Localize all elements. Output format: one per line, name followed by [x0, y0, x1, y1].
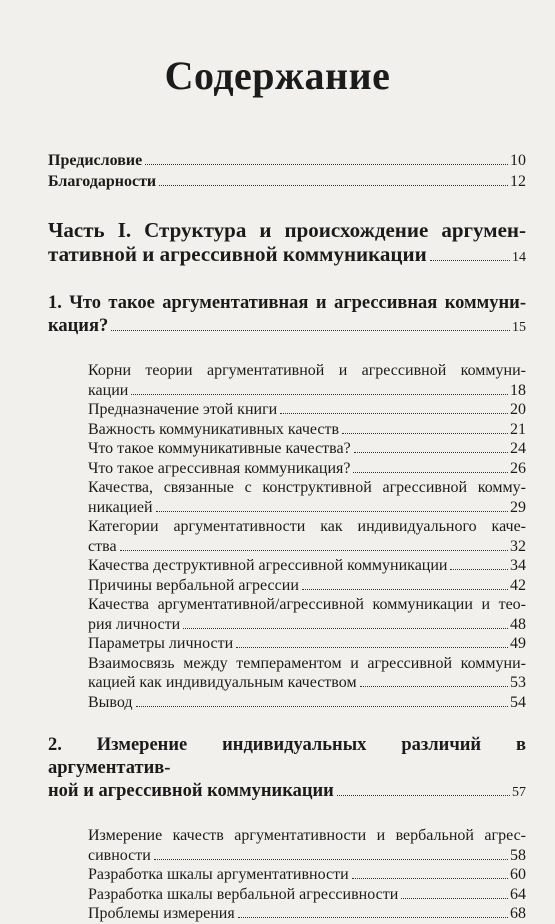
- toc-entry-label: Что такое агрессивная коммуникация?: [88, 459, 351, 477]
- toc-page-number: 34: [510, 557, 526, 574]
- toc-entry-preface: [48, 150, 526, 171]
- dot-leader: [352, 878, 508, 879]
- toc-page-number: 20: [510, 401, 526, 418]
- toc-part-1: [48, 218, 526, 270]
- toc-page-number: 48: [510, 615, 526, 633]
- dot-leader: [430, 260, 510, 261]
- dot-leader: [354, 452, 508, 453]
- toc-entry-label: Разработка шкалы вербальной агрессивности: [88, 885, 399, 903]
- toc-chapter-2-sections: [88, 826, 526, 924]
- toc-section: [88, 615, 526, 635]
- toc-page-number: 57: [512, 785, 526, 800]
- toc-page-number: 15: [512, 320, 526, 335]
- dot-leader: [131, 394, 508, 395]
- dot-leader: [280, 413, 508, 414]
- toc-entry-label: Причины вербальной агрессии: [88, 576, 299, 594]
- toc-page-number: 49: [510, 635, 526, 652]
- toc-page-number: 21: [510, 420, 526, 438]
- toc-page-number: 24: [510, 440, 526, 457]
- toc-entry-label: тативной и агрессивной коммуникации: [48, 242, 427, 266]
- toc-entry-label: кацией как индивидуальным качеством: [88, 674, 357, 691]
- dot-leader: [154, 859, 508, 860]
- toc-entry-label: ства: [88, 537, 117, 555]
- toc-entry-label: сивности: [88, 846, 151, 864]
- dot-leader: [156, 511, 508, 512]
- dot-leader: [302, 589, 508, 590]
- toc-section-line1: Измерение качеств аргументативности и вербальной агрес-: [88, 827, 526, 844]
- toc-section: [88, 904, 526, 924]
- dot-leader: [450, 569, 508, 570]
- toc-chapter-title-line1: 1. Что такое аргументативная и агрессивная коммуни-: [48, 293, 526, 313]
- dot-leader: [136, 706, 508, 707]
- toc-section: [88, 381, 526, 401]
- toc-entry-label: Что такое коммуникативные качества?: [88, 440, 351, 457]
- toc-section: [88, 885, 526, 905]
- toc-entry-label: ной и агрессивной коммуникации: [48, 781, 334, 801]
- page-title: Содержание: [164, 53, 391, 98]
- toc-page-number: 18: [510, 381, 526, 399]
- toc-entry-label: Предназначение этой книги: [88, 401, 278, 418]
- toc-page-number: 53: [510, 674, 526, 691]
- toc-page-number: 42: [510, 576, 526, 594]
- toc-section-line1: Качества аргументативной/агрессивной коммуникации и тео-: [88, 596, 526, 613]
- toc-page-number: 60: [510, 866, 526, 883]
- dot-leader: [342, 433, 508, 434]
- dot-leader: [120, 550, 508, 551]
- toc-entry-label: Проблемы измерения: [88, 905, 235, 922]
- dot-leader: [337, 795, 510, 796]
- toc-chapter-title-line2: [48, 780, 526, 804]
- toc-chapter-title-line2: [48, 315, 526, 339]
- toc-entry-label: Важность коммуникативных качеств: [88, 420, 340, 438]
- toc-page-number: 29: [510, 498, 526, 516]
- dot-leader: [183, 628, 508, 629]
- toc-chapter-1: [48, 292, 526, 339]
- toc-page-number: 12: [510, 173, 526, 190]
- toc-entry-label: Качества деструктивной агрессивной коммуникации: [88, 557, 448, 574]
- toc-entry-label: никацией: [88, 498, 153, 516]
- dot-leader: [236, 647, 508, 648]
- toc-section: [88, 498, 526, 518]
- toc-page-number: 14: [512, 250, 526, 265]
- toc-entry-label: рия личности: [88, 615, 181, 633]
- toc-section: [88, 556, 526, 576]
- toc-section: [88, 420, 526, 440]
- toc-entry-label: кации: [88, 381, 129, 399]
- toc-part-title-line1: Часть I. Структура и происхождение аргумен-: [48, 218, 526, 242]
- toc-entry-label: Предисловие: [48, 152, 143, 169]
- dot-leader: [111, 330, 510, 331]
- toc-section: [88, 439, 526, 459]
- table-of-contents: [48, 150, 526, 924]
- toc-page-number: 54: [510, 693, 526, 711]
- toc-entry-label: Вывод: [88, 693, 133, 711]
- toc-section: [88, 634, 526, 654]
- toc-page-number: 26: [510, 459, 526, 477]
- dot-leader: [401, 898, 508, 899]
- dot-leader: [145, 164, 508, 165]
- dot-leader: [360, 686, 508, 687]
- dot-leader: [159, 185, 508, 186]
- toc-section: [88, 576, 526, 596]
- toc-section: [88, 846, 526, 866]
- toc-page-number: 68: [510, 905, 526, 922]
- toc-chapter-1-sections: [88, 361, 526, 712]
- toc-section: [88, 459, 526, 479]
- toc-page-number: 32: [510, 537, 526, 555]
- toc-chapter-2: [48, 734, 526, 804]
- toc-section: [88, 693, 526, 713]
- toc-section-line1: Взаимосвязь между темпераментом и агрессивной коммуни-: [88, 654, 526, 672]
- toc-entry-label: Разработка шкалы аргументативности: [88, 866, 349, 883]
- dot-leader: [238, 917, 508, 918]
- toc-section-line1: Качества, связанные с конструктивной агрессивной комму-: [88, 479, 526, 496]
- toc-chapter-title-line1: 2. Измерение индивидуальных различий в аргументатив-: [48, 735, 526, 778]
- toc-entry-acknowledgements: [48, 171, 526, 192]
- toc-page-number: 64: [510, 885, 526, 903]
- dot-leader: [353, 472, 508, 473]
- toc-section: [88, 865, 526, 885]
- toc-page-number: 10: [510, 152, 526, 169]
- toc-entry-label: кация?: [48, 316, 109, 336]
- toc-section-line1: Категории аргументативности как индивидуального каче-: [88, 518, 526, 535]
- toc-section: [88, 537, 526, 557]
- toc-section: [88, 673, 526, 693]
- toc-section: [88, 400, 526, 420]
- toc-section-line1: Корни теории аргументативной и агрессивной коммуни-: [88, 362, 526, 379]
- toc-part-title-line2: [48, 242, 526, 270]
- toc-entry-label: Параметры личности: [88, 635, 234, 652]
- toc-page-number: 58: [510, 846, 526, 864]
- toc-entry-label: Благодарности: [48, 173, 157, 190]
